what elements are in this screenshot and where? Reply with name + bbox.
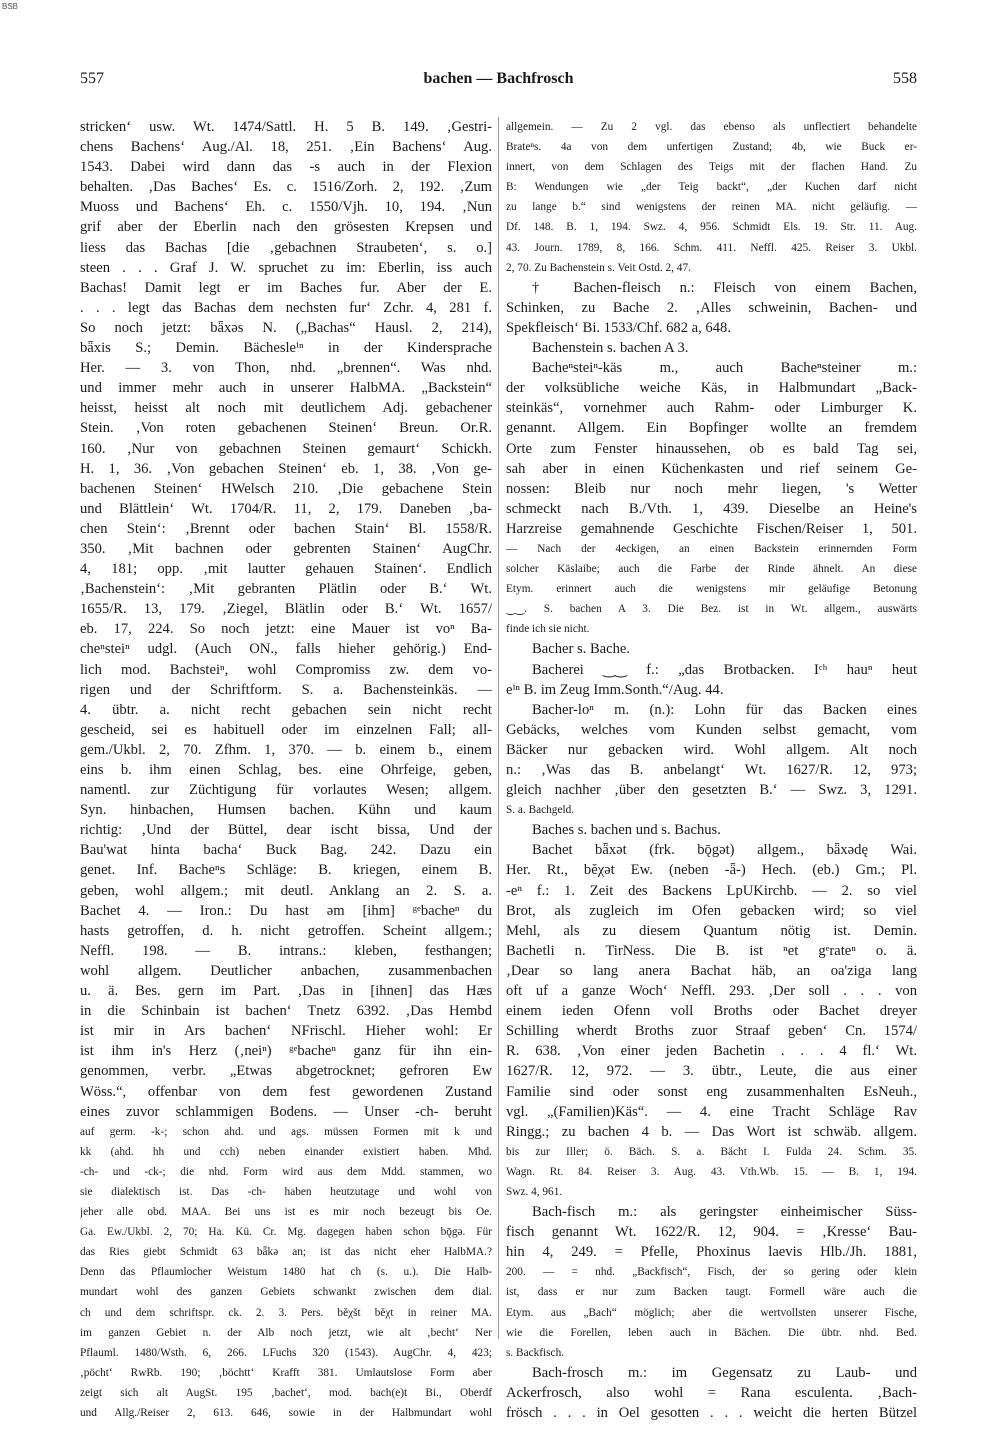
text-line: genannt. Allgem. Ein Bopfinger wollte an fremdem — [506, 420, 917, 437]
text-line: 2, 70. Zu Bachenstein s. Veit Ostd. 2, 47. — [506, 261, 691, 274]
text-line: Stein. ‚Von roten gebachenen Steinen‘ Breun. Or.R. — [80, 420, 492, 437]
right-column — [506, 117, 917, 1423]
text-line: einem ieden Ofenn voll Broths oder Bachet dreyer — [506, 1003, 917, 1020]
text-line: liess das Bachas [die ‚gebachnen Straubeten‘, s. o.] — [80, 239, 492, 256]
text-line: und Allg./Reiser 2, 613. 646, sowie in der Halbmundart wohl — [80, 1407, 492, 1419]
text-line: namentl. zur Züchtigung für vorlautes Wesen; allgem. — [80, 782, 492, 799]
text-line: R. 638. ‚Von einer jeden Bachetin . . . 4 fl.‘ Wt. — [506, 1043, 917, 1060]
text-line: Bacher s. Bache. — [532, 641, 631, 658]
text-line: -eⁿ f.: 1. Zeit des Backens LpUKirchb. — 2. so viel — [506, 882, 917, 899]
text-line: Wöss.“, offenbar von dem fest gewordenen Zustand — [80, 1083, 492, 1100]
text-line: genommen, verbr. „Etwas abgetrocknet; gefroren Ew — [80, 1063, 492, 1080]
text-line: in die Schinbain ist bachen‘ Tnetz 6392. ‚Das Hembd — [80, 1003, 492, 1020]
text-line: finde ich sie nicht. — [506, 623, 590, 636]
text-line: bis zur Iller; ö. Bäch. S. a. Bächt I. Fulda 24. Schm. 35. — [506, 1145, 917, 1158]
text-line: Harzreise gemahnende Geschichte Fischen/Reiser 1, 501. — [506, 520, 917, 537]
text-line: mundart wohl des ganzen Gebiets schwankt zwischen dem dial. — [80, 1286, 492, 1299]
text-line: kk (ahd. hh und cch) neben einander existiert haben. Mhd. — [80, 1145, 492, 1158]
text-line: 1627/R. 12, 972. — 3. übtr., Leute, die aus einer — [506, 1063, 917, 1080]
text-line: wohl allgem. Deutlicher anbachen, zusammenbachen — [80, 962, 492, 979]
text-line: cheⁿsteiⁿ udgl. (Auch ON., falls hieher gehörig.) End- — [80, 641, 492, 658]
text-line: ‚Dear so lang anera Bachat häb, an oa'ziga lang — [506, 962, 917, 979]
text-line: Bacheⁿsteiⁿ-käs m., auch Bacheⁿsteiner m.: — [532, 360, 917, 377]
text-line: Bachas! Damit legt er im Baches fur. Aber der E. — [80, 279, 492, 296]
text-line: gleich nachher ‚über den gesetzten B.‘ — Swz. 3, 1291. — [506, 782, 917, 799]
text-line: Familie sind oder sonst eng zusammenhalten EsNeuh., — [506, 1083, 917, 1100]
text-line: bachenen Steinen‘ HWelsch 210. ‚Die gebachene Stein — [80, 480, 492, 497]
text-line: Neffl. 198. — B. intrans.: kleben, festhangen; — [80, 942, 492, 959]
text-line: ist ihm in's Herz (‚neiⁿ) ᵍᵉbacheⁿ ganz für ihn ein- — [80, 1043, 492, 1060]
page-number-left: 557 — [80, 70, 104, 87]
page-number-right: 558 — [893, 70, 917, 87]
text-line: Ackerfrosch, also wohl = Rana esculenta. ‚Bach- — [506, 1384, 917, 1401]
text-line: auf germ. -k-; schon ahd. und ags. müssen Formen mit k und — [80, 1125, 492, 1138]
text-line: Bachetli n. TirNess. Die B. ist ⁿet gᵉrateⁿ o. ä. — [506, 942, 917, 959]
text-line: Baches s. bachen und s. Bachus. — [532, 822, 721, 839]
text-line: frösch . . . in Oel gesotten . . . weicht die herten Bützel — [506, 1405, 917, 1421]
text-line: Ringg.; zu bachen 4 b. — Das Wort ist schwäb. allgem. — [506, 1123, 917, 1140]
text-line: — Nach der 4eckigen, an einen Backstein erinnernden Form — [506, 542, 917, 555]
text-line: S. a. Bachgeld. — [506, 804, 575, 817]
text-line: und immer mehr auch in unserer HalbMA. „Backstein“ — [80, 380, 492, 397]
text-line: Her. Rt., bĕχət Ew. (neben -ǟ-) Hech. (eb.) Gm.; Pl. — [506, 862, 917, 879]
text-line: grif aber der Eberlin nach den grösesten Krepsen und — [80, 219, 492, 236]
text-line: heisst, heisst alt noch mit deutlichem Adj. gebachener — [80, 400, 492, 417]
text-line: bǟxis S.; Demin. Bächesleⁱⁿ in der Kindersprache — [80, 340, 492, 357]
text-line: Swz. 4, 961. — [506, 1185, 563, 1198]
text-line: † Bachen-fleisch n.: Fleisch von einem Bachen, — [532, 279, 917, 296]
text-line: jeher alle obd. MAA. Bei uns ist es mir noch bezeugt bis Oe. — [80, 1206, 492, 1219]
text-line: fisch genannt Wt. 1622/R. 12, 904. = ‚Kresse‘ Bau- — [506, 1224, 917, 1241]
text-line: Bachenstein s. bachen A 3. — [532, 340, 689, 357]
text-line: ‚pöcht‘ RwRb. 190; ‚böchtt‘ Krafft 381. Umlautslose Form aber — [80, 1366, 492, 1379]
running-title: bachen — Bachfrosch — [423, 70, 574, 87]
text-line: n.: ‚Was das B. anbelangt‘ Wt. 1627/R. 12, 973; — [506, 762, 917, 778]
text-line: 43. Journ. 1789, 8, 166. Schm. 411. Neffl. 425. Reiser 3. Ukbl. — [506, 241, 917, 254]
text-line: eb. 17, 224. So noch jetzt: eine Mauer ist voⁿ Ba- — [80, 621, 492, 638]
text-line: H. 1, 36. ‚Von gebachen Steinen‘ eb. 1, 38. ‚Von ge- — [80, 460, 492, 477]
text-line: zeigt sich alt AugSt. 195 ‚bachet‘, mod. bach(e)t Bi., Oberdf — [80, 1386, 492, 1399]
text-line: steinkäs“, vornehmer auch Rahm- oder Limburger K. — [506, 400, 917, 417]
text-line: Denn das Pflaumlocher Weistum 1480 hat ch (s. u.). Die Halb- — [80, 1266, 492, 1279]
text-line: So noch jetzt: bǟxəs N. („Bachas“ Hausl. 2, 214), — [80, 319, 492, 336]
text-line: Pflauml. 1480/Wsth. 6, 266. LFuchs 320 (1543). AugChr. 4, 423; — [80, 1346, 492, 1359]
text-line: oft uf a ganze Woch‘ Neffl. 293. ‚Der soll . . . von — [506, 983, 917, 1000]
text-line: Mehl, als zu diesem Quantum nötig ist. Demin. — [506, 922, 917, 939]
page-header — [80, 70, 917, 94]
text-line: ch und dem schriftspr. ck. 2. 3. Pers. bĕχšt bĕχt in reiner MA. — [80, 1306, 492, 1319]
text-line: eins b. ihm einen Schlag, bes. eine Ohrfeige, geben, — [80, 762, 492, 778]
text-line: ‚Bachenstein‘: ‚Mit gebranten Plätlin oder B.‘ Wt. — [80, 581, 492, 598]
text-line: ‿‿. S. bachen A 3. Die Bez. ist in Wt. allgem., auswärts — [506, 603, 917, 616]
text-line: das Ries giebt Schmidt 63 bǟkə an; ist das nicht eher HalbMA.? — [80, 1246, 492, 1259]
text-line: Etym. erinnert auch die wenigstens mir geläufige Betonung — [506, 583, 917, 596]
text-line: geben, wohl allgem.; mit deutl. Anklang an 2. S. a. — [80, 882, 492, 899]
text-line: gescheid, sei es habituell oder im einzelnen Fall; all- — [80, 721, 492, 738]
text-line: Bach-frosch m.: im Gegensatz zu Laub- und — [532, 1364, 917, 1381]
column-divider — [498, 117, 499, 1339]
text-line: steen . . . Graf J. W. spruchet zu im: Eberlin, iss auch — [80, 259, 492, 276]
text-line: 200. — = nhd. „Backfisch“, Fisch, der so gering oder klein — [506, 1266, 917, 1279]
text-line: Bacherei ‿‿ f.: „das Brotbacken. Iᶜʰ hauⁿ heut — [532, 661, 917, 678]
text-line: allgemein. — Zu 2 vgl. das ebenso als unflectiert behandelte — [506, 121, 917, 133]
text-line: Brateⁿs. 4a von dem unfertigen Zustand; 4b, wie Buck er- — [506, 141, 917, 154]
text-line: schmeckt nach B./Vth. 1, 439. Dieselbe an Heine's — [506, 500, 917, 517]
left-column — [80, 117, 492, 1423]
text-line: 1655/R. 13, 179. ‚Ziegel, Blätlin oder B.‘ Wt. 1657/ — [80, 601, 492, 618]
text-line: behalten. ‚Das Baches‘ Es. c. 1516/Zorh. 2, 192. ‚Zum — [80, 179, 492, 196]
library-stamp: BSB — [2, 2, 19, 11]
text-line: chens Bachens‘ Aug./Al. 18, 251. ‚Ein Bachens‘ Aug. — [80, 139, 492, 156]
text-line: u. ä. Bes. gern im Part. ‚Das in [ihnen] das Hæs — [80, 983, 492, 1000]
text-line: Bach-fisch m.: als geringster einheimischer Süss- — [532, 1204, 917, 1221]
text-line: hin 4, 249. = Pfelle, Phoxinus laevis Hlb./Jh. 1881, — [506, 1244, 917, 1261]
text-line: eines zuvor schlammigen Bodens. — Unser -ch- beruht — [80, 1103, 492, 1120]
text-line: 4. übtr. a. nicht recht gebachen sein nicht recht — [80, 701, 492, 718]
text-line: nossen: Bleib nur noch mehr liegen, 's Wetter — [506, 480, 917, 497]
text-line: Gebäcks, welches vom Kunden selbst gemacht, vom — [506, 721, 917, 738]
text-line: Ga. Ew./Ukbl. 2, 70; Ha. Kü. Cr. Mg. dagegen haben schon bǭgə. Für — [80, 1226, 492, 1239]
text-line: rigen und der Schriftform. S. a. Bachensteinkäs. — — [80, 681, 492, 698]
text-line: hasts getroffen, d. h. nicht getroffen. Scheint allgem.; — [80, 922, 492, 939]
text-line: lich mod. Bachsteiⁿ, wohl Compromiss zw. dem vo- — [80, 661, 492, 678]
text-line: Etym. aus „Bach“ möglich; aber die wertvollsten unserer Fische, — [506, 1306, 917, 1319]
text-line: Orte zum Fenster hinaussehen, ob es bald Tag sei, — [506, 440, 917, 457]
text-line: Schilling wherdt Broths zuor Straaf geben‘ Cn. 1574/ — [506, 1023, 917, 1040]
text-line: . . . legt das Bachas dem nechsten fur‘ Zchr. 4, 281 f. — [80, 299, 492, 316]
text-line: Bacher-loⁿ m. (n.): Lohn für das Backen eines — [532, 701, 917, 718]
text-line: eⁱⁿ B. im Zeug Imm.Sonth.“/Aug. 44. — [506, 681, 724, 698]
text-line: Muoss und Bachens‘ Eh. c. 1550/Vjh. 10, 194. ‚Nun — [80, 199, 492, 216]
text-line: im ganzen Gebiet n. der Alb noch jetzt, wie alt ‚becht‘ Ner — [80, 1326, 492, 1339]
text-line: der volksübliche weiche Käs, in Halbmundart „Back- — [506, 380, 917, 397]
text-line: s. Backfisch. — [506, 1346, 565, 1359]
text-line: B: Wendungen wie „der Teig backt“, „der Kuchen darf nicht — [506, 181, 917, 194]
text-line: Bachet 4. — Iron.: Du hast əm [ihm] ᵍᵉbacheⁿ du — [80, 902, 492, 919]
text-line: 160. ‚Nur von gebachnen Steinen gemaurt‘ Schickh. — [80, 440, 492, 457]
text-line: Df. 148. B. 1, 194. Swz. 4, 956. Schmidt Els. 19. Str. 11. Aug. — [506, 221, 917, 234]
text-line: Bäcker nur gebacken wird. Wohl allgem. Alt noch — [506, 741, 917, 758]
text-line: Wagn. Rt. 84. Reiser 3. Aug. 43. Vth.Wb. 15. — B. 1, 194. — [506, 1165, 917, 1178]
text-line: Brot, als zugleich im Ofen gebacken wird; so viel — [506, 902, 917, 919]
text-line: vgl. „(Familien)Käs“. — 4. eine Tracht Schläge Rav — [506, 1103, 917, 1120]
text-line: 4, 181; opp. ‚mit lautter gehauen Stainen‘. Endlich — [80, 561, 492, 578]
text-line: Syn. hinbachen, Humsen bachen. Kühn und kaum — [80, 802, 492, 819]
text-line: 1543. Dabei wird dann das -s auch in der Flexion — [80, 159, 492, 176]
text-line: ist, dass er nur zum Backen taugt. Formell wäre auch die — [506, 1286, 917, 1299]
text-line: zu lange b.“ sind wenigstens der reinen MA. nicht geläufig. — — [506, 201, 917, 214]
text-line: -ch- und -ck-; die nhd. Form wird aus dem Mdd. stammen, wo — [80, 1165, 492, 1178]
text-line: Bau'wat hinta bacha‘ Buck Bag. 242. Dazu ein — [80, 842, 492, 859]
text-line: Her. — 3. von Thon, nhd. „brennen“. Was nhd. — [80, 360, 492, 377]
text-line: ist mir in Ars bachen‘ NFrischl. Hieher wohl: Er — [80, 1023, 492, 1040]
text-line: Bachet bǟxət (frk. bǭgət) allgem., bǟxədę Wai. — [532, 842, 917, 859]
text-line: chen Stein‘: ‚Brennt oder bachen Stain‘ Bl. 1558/R. — [80, 520, 492, 537]
text-line: wie die Forellen, leben auch in Bächen. Die übtr. nhd. Bed. — [506, 1326, 917, 1339]
text-line: Spekfleisch‘ Bi. 1533/Chf. 682 a, 648. — [506, 319, 731, 336]
text-line: sah aber in einen Küchenkasten und rief seinem Ge- — [506, 460, 917, 477]
text-line: Schinken, zu Bache 2. ‚Alles schweinin, Bachen- und — [506, 299, 917, 316]
text-line: innert, von dem Schlagen des Teigs mit der flachen Hand. Zu — [506, 161, 917, 174]
text-line: sie dialektisch ist. Das -ch- haben heutzutage und wohl von — [80, 1185, 492, 1198]
text-line: richtig: ‚Und der Büttel, dear ischt bissa, Und der — [80, 822, 492, 839]
text-line: solcher Käslaibe; auch die Farbe der Rinde ähnelt. An diese — [506, 563, 917, 576]
text-line: stricken‘ usw. Wt. 1474/Sattl. H. 5 B. 149. ‚Gestri- — [80, 119, 492, 135]
text-line: 350. ‚Mit bachnen oder gebrenten Stainen‘ AugChr. — [80, 540, 492, 557]
text-line: genet. Inf. Bacheⁿs Schläge: B. kriegen, einem B. — [80, 862, 492, 879]
text-line: gem./Ukbl. 2, 70. Zfhm. 1, 370. — b. einem b., einem — [80, 741, 492, 758]
text-line: und Blättlein‘ Wt. 1704/R. 11, 2, 179. Daneben ‚ba- — [80, 500, 492, 517]
